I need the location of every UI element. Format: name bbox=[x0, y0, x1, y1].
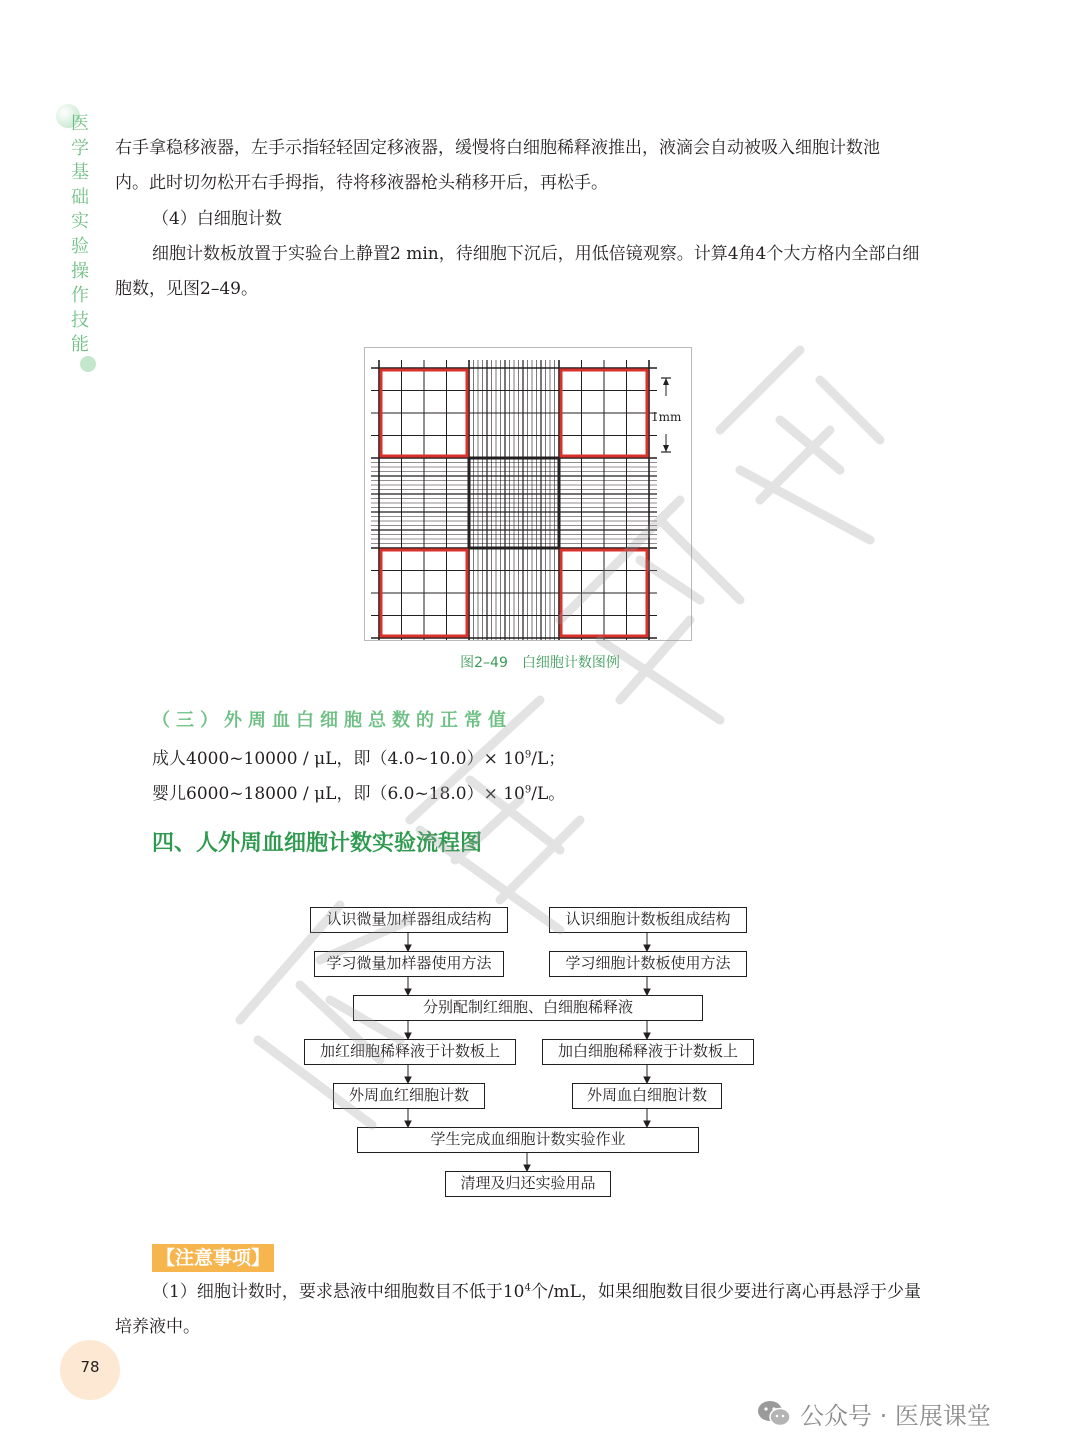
side-title-char: 作 bbox=[71, 285, 89, 307]
side-title-char: 操 bbox=[71, 260, 89, 282]
normal-value-infant: 婴儿6000~18000 / μL，即（6.0~18.0）× $10^9/L$。 bbox=[152, 784, 566, 804]
flow-step-2: 认识细胞计数板组成结构 bbox=[549, 907, 747, 933]
figure-caption: 图2–49 白细胞计数图例 bbox=[460, 655, 620, 671]
side-title-char: 验 bbox=[71, 235, 89, 257]
flow-step-9: 外周血白细胞计数 bbox=[572, 1083, 722, 1109]
paragraph-line: 内。此时切勿松开右手拇指，待将移液器枪头稍移开后，再松手。 bbox=[115, 173, 608, 193]
notice-line: 培养液中。 bbox=[115, 1317, 200, 1337]
side-title-char: 学 bbox=[71, 137, 89, 159]
page-number: 78 bbox=[80, 1358, 100, 1376]
item-heading: （4）白细胞计数 bbox=[152, 209, 282, 229]
side-title-char: 基 bbox=[71, 162, 89, 184]
flow-step-1: 认识微量加样器组成结构 bbox=[310, 907, 508, 933]
side-title-char: 实 bbox=[71, 211, 89, 233]
flow-step-5: 分别配制红细胞、白细胞稀释液 bbox=[353, 995, 703, 1021]
flow-step-6: 加红细胞稀释液于计数板上 bbox=[304, 1039, 516, 1065]
normal-value-adult: 成人4000~10000 / μL，即（4.0~10.0）× $10^9/L$； bbox=[152, 749, 566, 769]
paragraph-line: 细胞计数板放置于实验台上静置2 min，待细胞下沉后，用低倍镜观察。计算4角4个大方格内全部白细 bbox=[152, 244, 920, 264]
wechat-icon bbox=[756, 1398, 792, 1428]
side-title-char: 础 bbox=[71, 186, 89, 208]
side-title-char: 医 bbox=[71, 113, 89, 134]
section-heading: 四、人外周血细胞计数实验流程图 bbox=[152, 831, 483, 856]
watermark-account: 公众号 · 医展课堂 bbox=[800, 1402, 991, 1430]
flow-step-10: 学生完成血细胞计数实验作业 bbox=[357, 1127, 699, 1153]
scale-label: 1mm bbox=[651, 410, 682, 424]
paragraph-line: 右手拿稳移液器，左手示指轻轻固定移液器，缓慢将白细胞稀释液推出，液滴会自动被吸入细胞计数池 bbox=[115, 138, 880, 158]
flow-step-3: 学习微量加样器使用方法 bbox=[314, 951, 504, 977]
notice-tag: 【注意事项】 bbox=[152, 1244, 274, 1272]
flow-step-11: 清理及归还实验用品 bbox=[445, 1171, 611, 1197]
side-title-char: 能 bbox=[71, 334, 89, 356]
subsection-heading: （三）外周血白细胞总数的正常值 bbox=[152, 710, 512, 731]
flow-step-7: 加白细胞稀释液于计数板上 bbox=[542, 1039, 754, 1065]
flow-step-8: 外周血红细胞计数 bbox=[333, 1083, 485, 1109]
flow-step-4: 学习细胞计数板使用方法 bbox=[549, 951, 747, 977]
side-title-char: 技 bbox=[71, 309, 89, 331]
paragraph-line: 胞数，见图2–49。 bbox=[115, 279, 258, 299]
notice-line: （1）细胞计数时，要求悬液中细胞数目不低于$10^4$个/mL，如果细胞数目很少要进行离心再悬浮于少量 bbox=[152, 1282, 921, 1302]
